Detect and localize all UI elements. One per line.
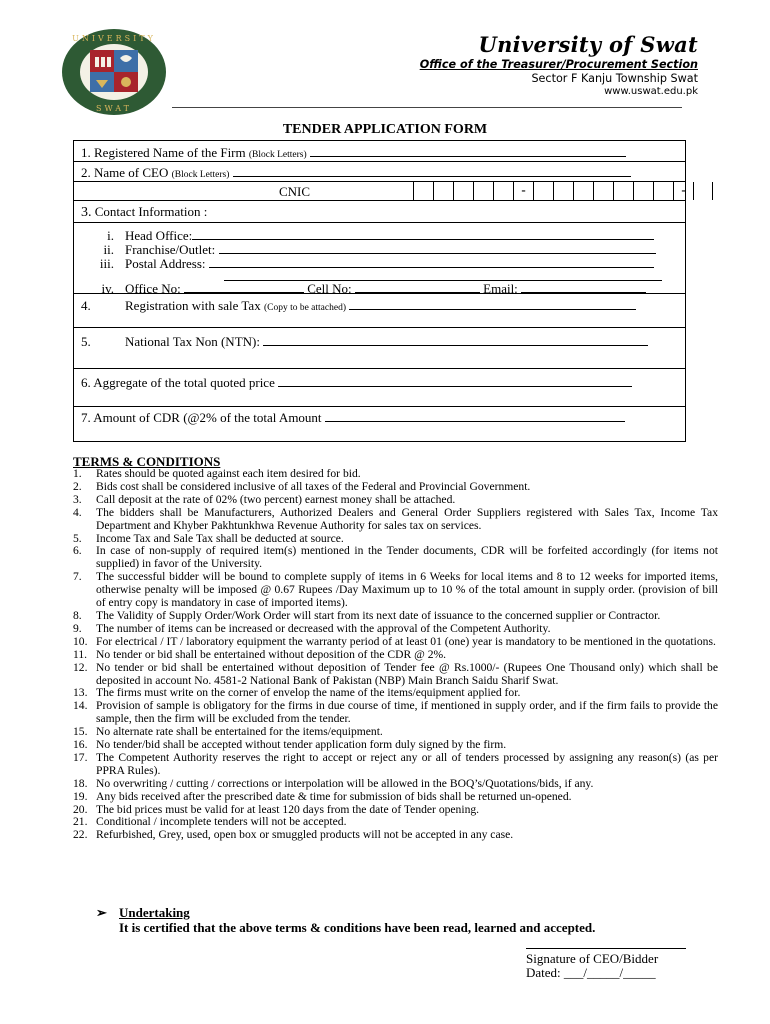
sales-tax-label: Registration with sale Tax <box>125 298 261 313</box>
term-text: The successful bidder will be bound to complete supply of items in 6 Weeks for local items and 8 to 12 weeks for imported items, otherwise penalty will be imposed @ 0.67 Rupees /Day Maximum up to 10 % of the total amount in supply order. (provision of bill of entry copy is mandatory in case of imported items). <box>96 570 718 610</box>
term-number: 15. <box>73 725 88 739</box>
term-number: 16. <box>73 738 88 752</box>
cnic-dash: - <box>673 182 693 200</box>
undertaking-statement: It is certified that the above terms & conditions have been read, learned and accepted. <box>119 920 596 935</box>
cnic-box[interactable] <box>433 182 453 200</box>
term-number: 4. <box>73 505 82 519</box>
franchise-number: ii. <box>103 242 114 257</box>
term-item <box>73 494 718 507</box>
svg-text:UNIVERSITY: UNIVERSITY <box>72 34 156 43</box>
term-text: No tender or bid shall be entertained without deposition of Tender fee @ Rs.1000/- (Rupees One Thousand only) which shall be deposited in account No. 4581-2 National Bank of Pakistan (NBP) Main Branch Saidu Sharif Swat. <box>96 660 718 687</box>
cnic-box[interactable] <box>493 182 513 200</box>
term-text: Income Tax and Sale Tax shall be deducted at source. <box>96 531 344 545</box>
term-item <box>73 623 718 636</box>
form-title: TENDER APPLICATION FORM <box>282 122 488 137</box>
contact-details-row <box>74 223 685 294</box>
term-text: The bid prices must be valid for at least 120 days from the date of Tender opening. <box>96 802 480 816</box>
cnic-box[interactable] <box>613 182 633 200</box>
term-item <box>73 649 718 662</box>
term-text: Provision of sample is obligatory for the firms in due course of time, if mentioned in supply order, and if the firm fails to provide the sample, then the firm will be excluded from the tender. <box>96 699 718 726</box>
ceo-name-field[interactable] <box>233 166 631 177</box>
website-link[interactable]: www.uswat.edu.pk <box>604 86 698 97</box>
cnic-box[interactable] <box>633 182 653 200</box>
cnic-box[interactable] <box>553 182 573 200</box>
aggregate-price-label: 6. Aggregate of the total quoted price <box>81 375 275 390</box>
term-number: 2. <box>73 479 82 493</box>
term-text: Rates should be quoted against each item desired for bid. <box>96 467 361 480</box>
term-number: 1. <box>73 467 82 480</box>
ntn-row <box>74 328 685 369</box>
term-text: Call deposit at the rate of 02% (two percent) earnest money shall be attached. <box>96 492 456 506</box>
svg-text:SWAT: SWAT <box>96 104 132 113</box>
franchise-label: Franchise/Outlet: <box>125 242 216 257</box>
term-number: 20. <box>73 802 88 816</box>
term-text: The bidders shall be Manufacturers, Authorized Dealers and General Order Suppliers registered with Sales Tax, Income Tax Department and Khyber Pakhtunkhwa Revenue Authority for sales tax on services. <box>96 505 718 532</box>
tender-form <box>73 140 686 442</box>
postal-address-field-line-2[interactable] <box>224 270 662 281</box>
term-item <box>73 610 718 623</box>
cnic-label: CNIC <box>279 184 311 199</box>
term-number: 7. <box>73 570 82 584</box>
term-text: The firms must write on the corner of envelop the name of the items/equipment applied for. <box>96 686 521 700</box>
office-no-number: iv. <box>101 281 114 296</box>
term-text: No overwriting / cutting / corrections or interpolation will be allowed in the BOQ’s/Quotations/bids, if any. <box>96 776 594 790</box>
firm-name-row <box>74 141 685 162</box>
term-text: No tender or bid shall be entertained without deposition of the CDR @ 2%. <box>96 647 447 661</box>
term-item <box>73 545 718 571</box>
ntn-field[interactable] <box>263 335 648 346</box>
office-name: Office of the Treasurer/Procurement Section <box>419 58 698 71</box>
term-number: 21. <box>73 815 88 829</box>
ceo-name-row <box>74 162 685 182</box>
term-number: 13. <box>73 686 88 700</box>
cnic-box[interactable] <box>653 182 673 200</box>
cell-no-label: Cell No: <box>307 281 352 296</box>
term-text: The Validity of Supply Order/Work Order will start from its next date of issuance to the concerned supplier or Contractor. <box>96 608 661 622</box>
term-item <box>73 662 718 688</box>
term-item <box>73 791 718 804</box>
cnic-box[interactable] <box>593 182 613 200</box>
term-text: For electrical / IT / laboratory equipment the warranty period of at least 01 (one) year is mandatory to be mentioned in the quotations. <box>96 634 716 648</box>
term-number: 17. <box>73 750 88 764</box>
office-no-field[interactable] <box>184 282 304 293</box>
term-text: In case of non-supply of required item(s) mentioned in the Tender documents, CDR will be forfeited accordingly (for items not supplied) in favor of the University. <box>96 544 718 571</box>
term-number: 10. <box>73 634 88 648</box>
office-no-label: Office No: <box>125 281 181 296</box>
head-office-field[interactable] <box>192 229 654 240</box>
cnic-box[interactable] <box>693 182 713 200</box>
contact-info-label: Contact Information : <box>94 204 208 219</box>
ceo-name-note: (Block Letters) <box>171 170 230 180</box>
firm-name-label: 1. Registered Name of the Firm <box>81 145 246 160</box>
term-number: 9. <box>73 621 82 635</box>
term-item <box>73 829 718 842</box>
cdr-amount-label: 7. Amount of CDR (@2% of the total Amount <box>81 410 322 425</box>
cell-no-field[interactable] <box>355 282 480 293</box>
date-field[interactable]: Dated: ___/_____/_____ <box>526 965 656 980</box>
cnic-box[interactable] <box>413 182 433 200</box>
firm-name-note: (Block Letters) <box>248 150 307 160</box>
sales-tax-note: (Copy to be attached) <box>263 303 346 313</box>
term-item <box>73 468 718 481</box>
cnic-row <box>74 182 685 201</box>
cnic-input-boxes[interactable] <box>413 182 713 200</box>
term-item <box>73 571 718 610</box>
contact-info-number: 3. <box>81 205 92 220</box>
term-text: No tender/bid shall be accepted without tender application form duly signed by the firm. <box>96 738 507 752</box>
ceo-name-label: 2. Name of CEO <box>81 165 169 180</box>
cdr-amount-row <box>74 407 685 441</box>
term-number: 5. <box>73 531 82 545</box>
term-text: Any bids received after the prescribed date & time for submission of bids shall be returned un-opened. <box>96 789 572 803</box>
header-divider <box>172 107 682 108</box>
term-item <box>73 739 718 752</box>
term-item <box>73 752 718 778</box>
term-text: Bids cost shall be considered inclusive of all taxes of the Federal and Provincial Government. <box>96 479 531 493</box>
postal-address-label: Postal Address: <box>125 256 206 271</box>
ntn-number: 5. <box>81 334 91 349</box>
cnic-box[interactable] <box>473 182 493 200</box>
aggregate-price-row <box>74 369 685 407</box>
term-item <box>73 481 718 494</box>
cdr-amount-field[interactable] <box>325 411 625 422</box>
undertaking-title: Undertaking <box>119 905 190 920</box>
email-label: Email: <box>483 281 518 296</box>
term-number: 18. <box>73 776 88 790</box>
office-address: Sector F Kanju Township Swat <box>531 72 698 85</box>
postal-address-field[interactable] <box>209 257 654 268</box>
term-number: 3. <box>73 492 82 506</box>
term-number: 6. <box>73 544 82 558</box>
term-item <box>73 700 718 726</box>
head-office-number: i. <box>107 228 114 243</box>
terms-heading: TERMS & CONDITIONS <box>73 454 221 469</box>
sales-tax-field[interactable] <box>349 299 636 310</box>
term-text: The number of items can be increased or decreased with the approval of the Competent Authority. <box>96 621 551 635</box>
signature-label: Signature of CEO/Bidder <box>526 951 659 966</box>
cnic-box[interactable] <box>533 182 553 200</box>
university-name: University of Swat <box>478 32 698 57</box>
franchise-field[interactable] <box>219 243 656 254</box>
term-item <box>73 636 718 649</box>
term-text: No alternate rate shall be entertained for the items/equipment. <box>96 725 383 739</box>
term-number: 11. <box>73 647 88 661</box>
arrow-bullet-icon: ➢ <box>96 905 107 920</box>
term-number: 22. <box>73 828 88 842</box>
aggregate-price-field[interactable] <box>278 376 632 387</box>
terms-list <box>73 468 718 842</box>
firm-name-field[interactable] <box>310 146 626 157</box>
sales-tax-row <box>74 294 685 328</box>
university-seal-logo <box>60 28 168 116</box>
cnic-dash: - <box>513 182 533 200</box>
postal-address-number: iii. <box>99 256 114 271</box>
cnic-box[interactable] <box>573 182 593 200</box>
sales-tax-number: 4. <box>81 298 91 313</box>
term-number: 12. <box>73 660 88 674</box>
contact-info-row <box>74 201 685 223</box>
head-office-label: Head Office: <box>125 228 193 243</box>
term-item <box>73 507 718 533</box>
term-number: 19. <box>73 789 88 803</box>
term-text: Refurbished, Grey, used, open box or smuggled products will not be accepted in any case. <box>96 828 514 842</box>
ntn-label: National Tax Non (NTN): <box>125 334 260 349</box>
email-field[interactable] <box>521 282 646 293</box>
signature-line[interactable] <box>526 948 686 949</box>
term-item <box>73 778 718 791</box>
term-number: 14. <box>73 699 88 713</box>
term-number: 8. <box>73 608 82 622</box>
term-text: The Competent Authority reserves the right to accept or reject any or all of tenders processed by assigning any reason(s) (as per PPRA Rules). <box>96 750 718 777</box>
term-text: Conditional / incomplete tenders will not be accepted. <box>96 815 347 829</box>
cnic-box[interactable] <box>453 182 473 200</box>
